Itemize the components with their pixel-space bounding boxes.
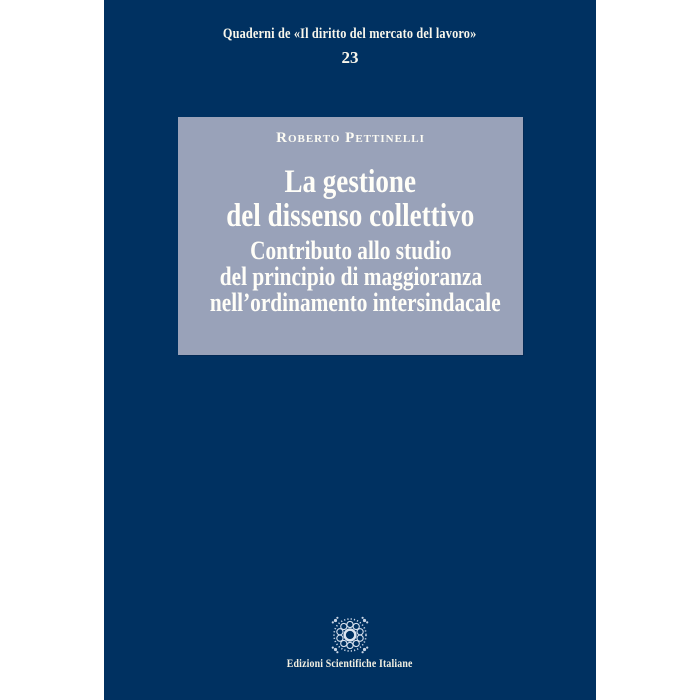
book-cover: [104, 0, 596, 700]
subtitle-line-2: del principio di maggioranza: [219, 262, 482, 291]
title-line-1: La gestione: [284, 164, 417, 200]
author-name: Roberto Pettinelli: [276, 130, 425, 146]
subtitle-line-1: Contributo allo studio: [249, 236, 452, 265]
book-title: [178, 165, 523, 233]
publisher-logo-area: [104, 613, 596, 657]
series-title-text: Quaderni de «Il diritto del mercato del lavoro»: [223, 26, 477, 42]
subtitle-line-3: nell’ordinamento intersindacale: [209, 288, 501, 317]
series-title: [104, 25, 596, 44]
esi-rosette-logo: [328, 613, 372, 657]
book-subtitle: [178, 238, 523, 316]
series-number: 23: [341, 48, 359, 67]
title-line-2: del dissenso collettivo: [226, 198, 475, 234]
title-panel: [178, 117, 523, 355]
series-header: [104, 25, 596, 67]
publisher-name: [104, 656, 596, 671]
publisher-name-text: Edizioni Scientifiche Italiane: [287, 656, 413, 670]
